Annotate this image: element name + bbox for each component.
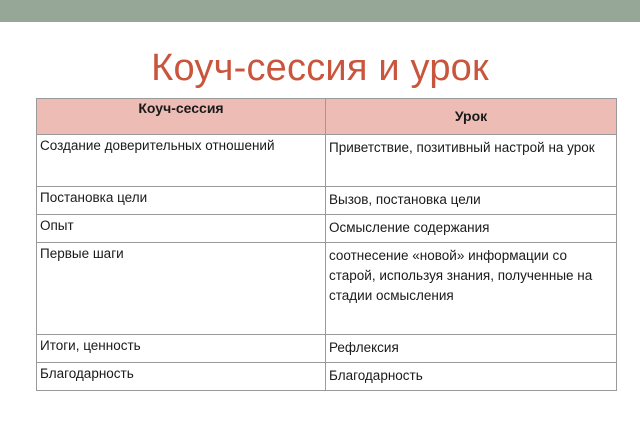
table-cell-lesson: соотнесение «новой» информации со старой, используя знания, полученные на стадии осмысления (326, 243, 617, 335)
table-cell-coach: Постановка цели (37, 187, 326, 215)
table-cell-lesson: Рефлексия (326, 335, 617, 363)
table-cell-lesson: Осмысление содержания (326, 215, 617, 243)
table-cell-lesson: Вызов, постановка цели (326, 187, 617, 215)
table-cell-coach: Создание доверительных отношений (37, 135, 326, 187)
table-row (37, 243, 617, 335)
table-row (37, 135, 617, 187)
table-row (37, 187, 617, 215)
header-lesson: Урок (326, 99, 617, 135)
comparison-table (36, 98, 617, 391)
table-cell-coach: Итоги, ценность (37, 335, 326, 363)
table-cell-lesson: Приветствие, позитивный настрой на урок (326, 135, 617, 187)
table-row (37, 335, 617, 363)
table-cell-coach: Опыт (37, 215, 326, 243)
table-cell-coach: Первые шаги (37, 243, 326, 335)
table-cell-lesson: Благодарность (326, 363, 617, 391)
header-coach-session: Коуч-сессия (37, 99, 326, 135)
table-row (37, 363, 617, 391)
table-cell-coach: Благодарность (37, 363, 326, 391)
table-header-row (37, 99, 617, 135)
table-row (37, 215, 617, 243)
top-decorative-band (0, 0, 640, 22)
slide-title: Коуч-сессия и урок (151, 47, 489, 89)
